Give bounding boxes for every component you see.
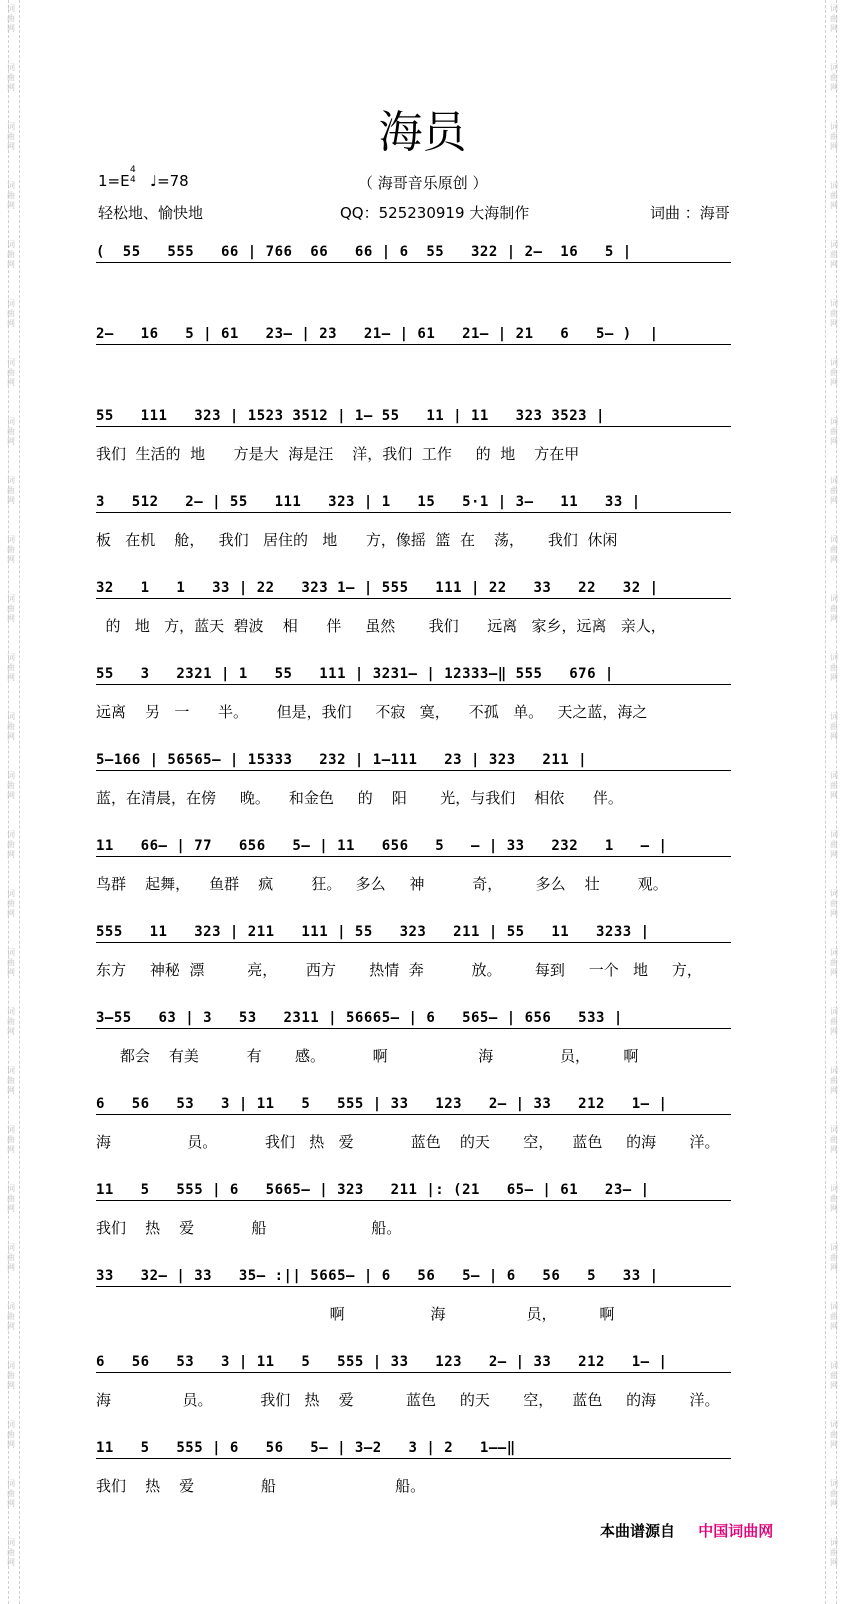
beat-underline — [96, 1286, 731, 1287]
lyric-line: 远离 另 一 半。 但是，我们 不寂 寞， 不孤 单。 天之蓝，海之 — [96, 703, 648, 721]
watermark-glyphs: 词 曲 网 — [830, 830, 838, 859]
watermark-glyphs: 词 曲 网 — [830, 1007, 838, 1036]
watermark-glyphs: 词 曲 网 — [830, 653, 838, 682]
tempo-marking: ♩=78 — [150, 172, 189, 190]
watermark-glyphs: 词 曲 网 — [830, 535, 838, 564]
notation-line — [96, 740, 751, 786]
watermark-glyphs: 词 曲 网 — [830, 1184, 838, 1213]
notation-line — [96, 1170, 751, 1216]
watermark-glyphs: 词 曲 网 — [7, 122, 15, 151]
footer — [600, 1520, 773, 1541]
watermark-glyphs: 词 曲 网 — [830, 476, 838, 505]
beat-underline — [96, 942, 731, 943]
notation-text: 3 512 2— | 55 111 323 | 1 15 5·1 | 3— 11 33 | — [96, 494, 641, 510]
watermark-glyphs: 词 曲 网 — [7, 63, 15, 92]
watermark-glyphs: 词 曲 网 — [830, 299, 838, 328]
watermark-glyphs: 词 曲 网 — [7, 4, 15, 33]
watermark-glyphs: 词 曲 网 — [7, 948, 15, 977]
watermark-glyphs: 词 曲 网 — [7, 1184, 15, 1213]
notation-text: ( 55 555 66 | 766 66 66 | 6 55 322 | 2— 16 5 | — [96, 244, 632, 260]
watermark-glyphs: 词 曲 网 — [830, 1538, 838, 1567]
watermark-glyphs: 词 曲 网 — [7, 358, 15, 387]
beat-underline — [96, 1458, 731, 1459]
watermark-glyphs: 词 曲 网 — [7, 1361, 15, 1390]
notation-line — [96, 396, 751, 442]
time-signature-top: 4 — [130, 165, 136, 175]
watermark-glyphs: 词 曲 网 — [830, 240, 838, 269]
watermark-glyphs: 词 曲 网 — [7, 1538, 15, 1567]
notation-text: 33 32— | 33 35— :|| 5665— | 6 56 5— | 6 56 5 33 | — [96, 1268, 659, 1284]
watermark-glyphs: 词 曲 网 — [830, 1066, 838, 1095]
time-signature-bottom: 4 — [130, 175, 136, 185]
notation-line — [96, 1256, 751, 1302]
performance-style: 轻松地、愉快地 — [98, 204, 204, 222]
beat-underline — [96, 344, 731, 345]
watermark-glyphs: 词 曲 网 — [830, 594, 838, 623]
notation-line — [96, 912, 751, 958]
watermark-glyphs: 词 曲 网 — [830, 712, 838, 741]
watermark-glyphs: 词 曲 网 — [830, 122, 838, 151]
watermark-glyphs: 词 曲 网 — [7, 889, 15, 918]
source-label: 本曲谱源自 — [600, 1522, 676, 1540]
watermark-glyphs: 词 曲 网 — [830, 1420, 838, 1449]
lyric-line — [96, 360, 751, 396]
watermark-glyphs: 词 曲 网 — [830, 771, 838, 800]
watermark-glyphs: 词 曲 网 — [830, 63, 838, 92]
notation-text: 5—166 | 56565— | 15333 232 | 1—111 23 | 323 211 | — [96, 752, 588, 768]
notation-text: 11 66— | 77 656 5— | 11 656 5 — | 33 232 1 — | — [96, 838, 668, 854]
lyric-line: 蓝，在清晨，在傍 晚。 和金色 的 阳 光，与我们 相依 伴。 — [96, 789, 623, 807]
watermark-glyphs: 词 曲 网 — [830, 1479, 838, 1508]
watermark-glyphs: 词 曲 网 — [7, 771, 15, 800]
watermark-glyphs: 词 曲 网 — [7, 830, 15, 859]
notation-line — [96, 232, 751, 278]
lyric-line: 啊 海 员， 啊 — [96, 1305, 615, 1323]
notation-line — [96, 482, 751, 528]
watermark-glyphs: 词 曲 网 — [830, 358, 838, 387]
watermark-glyphs: 词 曲 网 — [830, 417, 838, 446]
notation-line — [96, 314, 751, 360]
notation-text: 11 5 555 | 6 56 5— | 3—2 3 | 2 1——‖ — [96, 1440, 516, 1456]
beat-underline — [96, 1200, 731, 1201]
beat-underline — [96, 684, 731, 685]
subtitle: （ 海哥音乐原创 ） — [358, 174, 488, 192]
notation-line — [96, 1428, 751, 1474]
notation-text: 555 11 323 | 211 111 | 55 323 211 | 55 11 3233 | — [96, 924, 650, 940]
beat-underline — [96, 262, 731, 263]
key-signature: 1=E — [98, 172, 130, 190]
lyric-line: 都会 有美 有 感。 啊 海 员， 啊 — [96, 1047, 639, 1065]
beat-underline — [96, 512, 731, 513]
notation-text: 6 56 53 3 | 11 5 555 | 33 123 2— | 33 212 1— | — [96, 1354, 668, 1370]
beat-underline — [96, 426, 731, 427]
beat-underline — [96, 598, 731, 599]
lyric-line: 东方 神秘 漂 亮， 西方 热情 奔 放。 每到 一个 地 方， — [96, 961, 702, 979]
watermark-glyphs: 词 曲 网 — [7, 1125, 15, 1154]
notation-text: 2— 16 5 | 61 23— | 23 21— | 61 21— | 21 6 5— ) | — [96, 326, 659, 342]
watermark-glyphs: 词 曲 网 — [830, 4, 838, 33]
lyric-line: 板 在机 舱， 我们 居住的 地 方，像摇 篮 在 荡， 我们 休闲 — [96, 531, 618, 549]
watermark-glyphs: 词 曲 网 — [7, 1243, 15, 1272]
lyric-line — [96, 278, 751, 314]
beat-underline — [96, 1114, 731, 1115]
lyric-line: 鸟群 起舞， 鱼群 疯 狂。 多么 神 奇， 多么 壮 观。 — [96, 875, 668, 893]
notation-text: 32 1 1 33 | 22 323 1— | 555 111 | 22 33 22 32 | — [96, 580, 659, 596]
watermark-glyphs: 词 曲 网 — [830, 1243, 838, 1272]
watermark-glyphs: 词 曲 网 — [7, 712, 15, 741]
watermark-glyphs: 词 曲 网 — [7, 1479, 15, 1508]
watermark-glyphs: 词 曲 网 — [7, 181, 15, 210]
watermark-glyphs: 词 曲 网 — [7, 1066, 15, 1095]
lyric-line: 我们 热 爱 船 船。 — [96, 1219, 402, 1237]
lyric-line: 的 地 方，蓝天 碧波 相 伴 虽然 我们 远离 家乡，远离 亲人， — [96, 617, 666, 635]
beat-underline — [96, 1372, 731, 1373]
watermark-glyphs: 词 曲 网 — [830, 948, 838, 977]
song-title: 海员 — [378, 107, 467, 158]
time-signature — [130, 165, 136, 185]
notation-line — [96, 1084, 751, 1130]
watermark-glyphs: 词 曲 网 — [830, 1302, 838, 1331]
site-name: 中国词曲网 — [698, 1522, 774, 1540]
watermark-glyphs: 词 曲 网 — [830, 889, 838, 918]
notation-text: 6 56 53 3 | 11 5 555 | 33 123 2— | 33 212 1— | — [96, 1096, 668, 1112]
lyric-line: 我们 生活的 地 方是大 海是汪 洋，我们 工作 的 地 方在甲 — [96, 445, 580, 463]
watermark-glyphs: 词 曲 网 — [7, 1420, 15, 1449]
lyric-line: 海 员。 我们 热 爱 蓝色 的天 空， 蓝色 的海 洋。 — [96, 1133, 720, 1151]
qq-producer: QQ：525230919 大海制作 — [340, 204, 530, 222]
notation-line — [96, 568, 751, 614]
beat-underline — [96, 1028, 731, 1029]
watermark-glyphs: 词 曲 网 — [830, 1361, 838, 1390]
watermark-glyphs: 词 曲 网 — [7, 299, 15, 328]
watermark-glyphs: 词 曲 网 — [830, 1125, 838, 1154]
notation-line — [96, 654, 751, 700]
watermark-glyphs: 词 曲 网 — [7, 476, 15, 505]
notation-line — [96, 998, 751, 1044]
beat-underline — [96, 856, 731, 857]
watermark-glyphs: 词 曲 网 — [7, 1007, 15, 1036]
watermark-glyphs: 词 曲 网 — [7, 653, 15, 682]
watermark-glyphs: 词 曲 网 — [7, 535, 15, 564]
beat-underline — [96, 770, 731, 771]
watermark-glyphs: 词 曲 网 — [7, 417, 15, 446]
notation-text: 55 111 323 | 1523 3512 | 1— 55 11 | 11 323 3523 | — [96, 408, 605, 424]
notation-text: 3—55 63 | 3 53 2311 | 56665— | 6 565— | 656 533 | — [96, 1010, 623, 1026]
notation-line — [96, 826, 751, 872]
watermark-glyphs: 词 曲 网 — [7, 240, 15, 269]
notation-text: 55 3 2321 | 1 55 111 | 3231— | 12333—‖ 555 676 | — [96, 666, 614, 682]
watermark-glyphs: 词 曲 网 — [830, 181, 838, 210]
notation-text: 11 5 555 | 6 5665— | 323 211 |: (21 65— | 61 23— | — [96, 1182, 650, 1198]
credits: 词曲 ：海哥 — [650, 204, 730, 222]
lyric-line: 海 员。 我们 热 爱 蓝色 的天 空， 蓝色 的海 洋。 — [96, 1391, 720, 1409]
lyric-line: 我们 热 爱 船 船。 — [96, 1477, 426, 1495]
score — [96, 232, 751, 1514]
watermark-glyphs: 词 曲 网 — [7, 1302, 15, 1331]
notation-line — [96, 1342, 751, 1388]
watermark-glyphs: 词 曲 网 — [7, 594, 15, 623]
